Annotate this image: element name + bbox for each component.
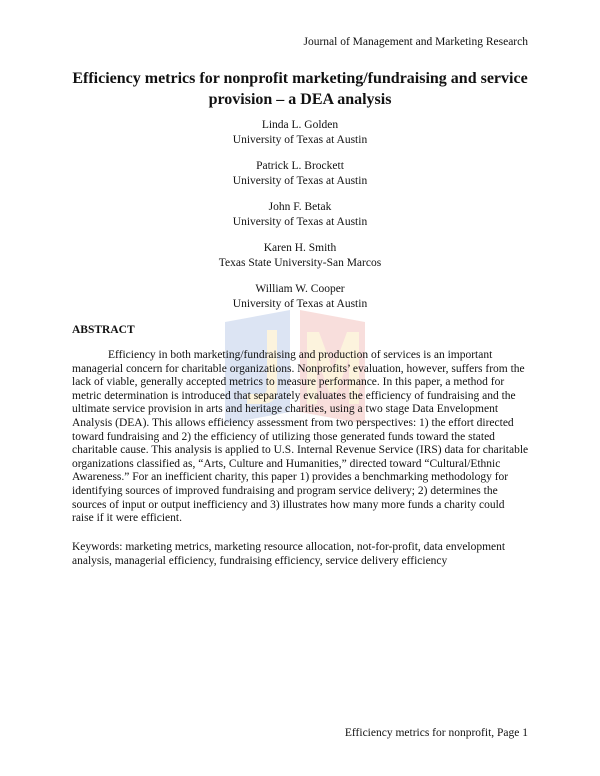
author-name: Patrick L. Brockett bbox=[256, 160, 344, 172]
paper-title: Efficiency metrics for nonprofit marketing/fundraising and service provision – a DEA analysis bbox=[72, 70, 528, 108]
page-footer: Efficiency metrics for nonprofit, Page 1 bbox=[344, 727, 528, 739]
abstract-text: Efficiency in both marketing/fundraising and production of services is an important managerial concern for charitable organizations. Nonprofits’ evaluation, however, suffers from the lack of viable, generally accepted metrics to measure performance. In this paper, a method for metric determination is introduced that separately evaluates the efficiency of fundraising and the ultimate service provision in arts and heritage charities, using a two stage Data Envelopment Analysis (DEA). This allows efficiency assessment from two perspectives: 1) the effort directed toward fundraising and 2) the efficiency of utilizing those generated funds toward the stated charitable cause. This analysis is applied to U.S. Internal Revenue Service (IRS) data for charitable organizations classified as, “Arts, Culture and Humanities,” directed toward “Cultural/Ethnic Awareness.” For an inefficient charity, this paper 1) provides a benchmarking methodology for identifying sources of improved fundraising and program service delivery; 2) determines the sources of input or output inefficiency and 3) illustrates how many more funds a charity could raise if it were efficient. bbox=[72, 349, 529, 525]
author-affiliation: University of Texas at Austin bbox=[232, 175, 368, 187]
author-name: William W. Cooper bbox=[255, 283, 345, 295]
author-name: Karen H. Smith bbox=[263, 242, 337, 254]
abstract-heading: ABSTRACT bbox=[72, 324, 135, 336]
author-entry bbox=[100, 159, 500, 189]
keywords: Keywords: marketing metrics, marketing resource allocation, not-for-profit, data envelopment analysis, managerial efficiency, fundraising efficiency, service delivery efficiency bbox=[72, 541, 506, 567]
author-affiliation: University of Texas at Austin bbox=[232, 298, 368, 310]
author-affiliation: University of Texas at Austin bbox=[232, 134, 368, 146]
author-entry bbox=[100, 241, 500, 271]
author-name: Linda L. Golden bbox=[261, 119, 339, 131]
author-entry bbox=[100, 118, 500, 148]
author-name: John F. Betak bbox=[268, 201, 332, 213]
author-entry bbox=[100, 200, 500, 230]
running-header: Journal of Management and Marketing Research bbox=[303, 36, 528, 48]
author-affiliation: Texas State University-San Marcos bbox=[218, 257, 382, 269]
author-affiliation: University of Texas at Austin bbox=[232, 216, 368, 228]
